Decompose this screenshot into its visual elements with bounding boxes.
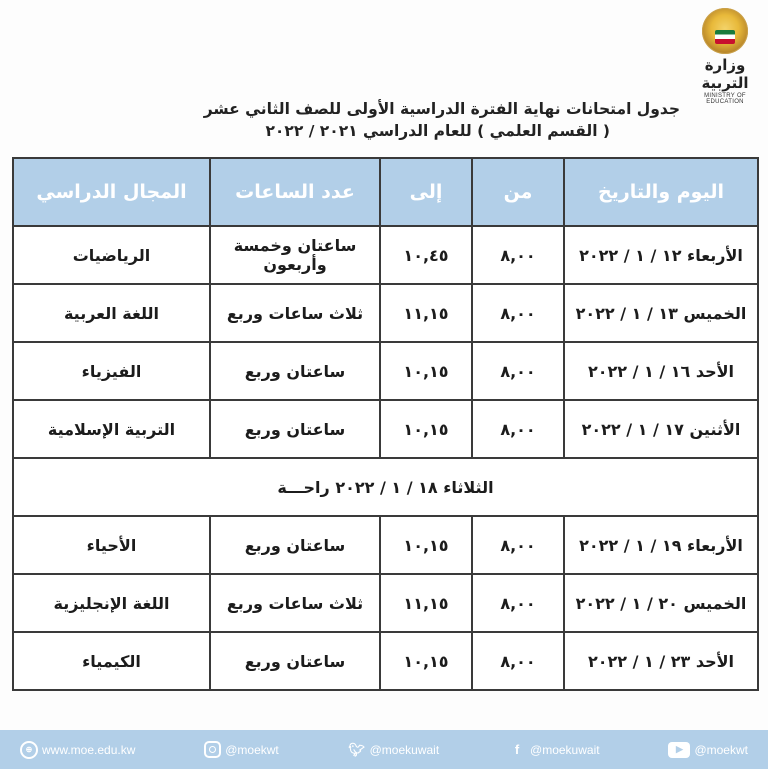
cell-from: ٨,٠٠ [472, 632, 564, 690]
cell-day: الأربعاء ١٩ / ١ / ٢٠٢٢ [564, 516, 758, 574]
cell-to: ١٠,١٥ [380, 516, 472, 574]
cell-day: الأثنين ١٧ / ١ / ٢٠٢٢ [564, 400, 758, 458]
youtube-link[interactable] [668, 742, 748, 758]
title-line-2: ( القسم العلمي ) للعام الدراسي ٢٠٢١ / ٢٠٢٢ [265, 122, 610, 140]
twitter-text: @moekuwait [369, 742, 440, 757]
kuwait-emblem-icon [702, 8, 748, 54]
cell-hours: ساعتان وربع [210, 342, 380, 400]
twitter-link[interactable] [348, 741, 440, 759]
cell-hours: ثلاث ساعات وربع [210, 574, 380, 632]
cell-day: الأحد ١٦ / ١ / ٢٠٢٢ [564, 342, 758, 400]
logo-arabic-name: وزارة التربية [701, 56, 749, 92]
cell-from: ٨,٠٠ [472, 342, 564, 400]
table-row [13, 516, 758, 574]
cell-subject: الأحياء [13, 516, 210, 574]
cell-to: ١١,١٥ [380, 284, 472, 342]
website-text: www.moe.edu.kw [42, 742, 136, 757]
table-row [13, 284, 758, 342]
facebook-text: @moekuwait [530, 742, 600, 757]
cell-to: ١٠,٤٥ [380, 226, 472, 284]
cell-subject: الفيزياء [13, 342, 210, 400]
twitter-icon: 🐦︎ [348, 741, 365, 757]
table-row [13, 342, 758, 400]
col-header-subject: المجال الدراسي [13, 158, 210, 226]
cell-subject: الكيمياء [13, 632, 210, 690]
col-header-hours: عدد الساعات [210, 158, 380, 226]
page-title [40, 98, 680, 142]
cell-subject: اللغة العربية [13, 284, 210, 342]
cell-from: ٨,٠٠ [472, 574, 564, 632]
cell-day: الأحد ٢٣ / ١ / ٢٠٢٢ [564, 632, 758, 690]
cell-from: ٨,٠٠ [472, 400, 564, 458]
cell-to: ١١,١٥ [380, 574, 472, 632]
instagram-text: @moekwt [225, 742, 279, 757]
cell-day: الخميس ٢٠ / ١ / ٢٠٢٢ [564, 574, 758, 632]
table-row [13, 574, 758, 632]
table-row [13, 226, 758, 284]
col-header-from: من [472, 158, 564, 226]
cell-day: الأربعاء ١٢ / ١ / ٢٠٢٢ [564, 226, 758, 284]
cell-hours: ساعتان وخمسة وأربعون [210, 226, 380, 284]
cell-subject: اللغة الإنجليزية [13, 574, 210, 632]
exam-schedule-table [12, 157, 759, 691]
web-icon: ⊕ [20, 741, 38, 759]
cell-hours: ساعتان وربع [210, 516, 380, 574]
instagram-icon [204, 741, 221, 758]
cell-subject: التربية الإسلامية [13, 400, 210, 458]
col-header-to: إلى [380, 158, 472, 226]
instagram-link[interactable] [204, 741, 279, 758]
cell-to: ١٠,١٥ [380, 342, 472, 400]
col-header-day-date: اليوم والتاريخ [564, 158, 758, 226]
social-footer [0, 730, 768, 769]
table-header-row [13, 158, 758, 226]
website-link[interactable] [20, 741, 135, 759]
ministry-logo [690, 8, 760, 105]
facebook-link[interactable] [508, 741, 600, 759]
rest-day-cell: الثلاثاء ١٨ / ١ / ٢٠٢٢ راحـــة [13, 458, 758, 516]
youtube-icon: ▶ [668, 742, 690, 758]
cell-day: الخميس ١٣ / ١ / ٢٠٢٢ [564, 284, 758, 342]
table-row [13, 632, 758, 690]
rest-day-row [13, 458, 758, 516]
logo-english-name: MINISTRY OF EDUCATION [704, 93, 746, 105]
cell-from: ٨,٠٠ [472, 226, 564, 284]
cell-hours: ساعتان وربع [210, 632, 380, 690]
cell-from: ٨,٠٠ [472, 516, 564, 574]
cell-to: ١٠,١٥ [380, 632, 472, 690]
table-row [13, 400, 758, 458]
youtube-text: @moekwt [694, 742, 748, 757]
title-line-1: جدول امتحانات نهاية الفترة الدراسية الأولى للصف الثاني عشر [203, 100, 680, 118]
cell-hours: ساعتان وربع [210, 400, 380, 458]
facebook-icon: f [514, 742, 520, 757]
cell-from: ٨,٠٠ [472, 284, 564, 342]
cell-to: ١٠,١٥ [380, 400, 472, 458]
cell-hours: ثلاث ساعات وربع [210, 284, 380, 342]
cell-subject: الرياضيات [13, 226, 210, 284]
